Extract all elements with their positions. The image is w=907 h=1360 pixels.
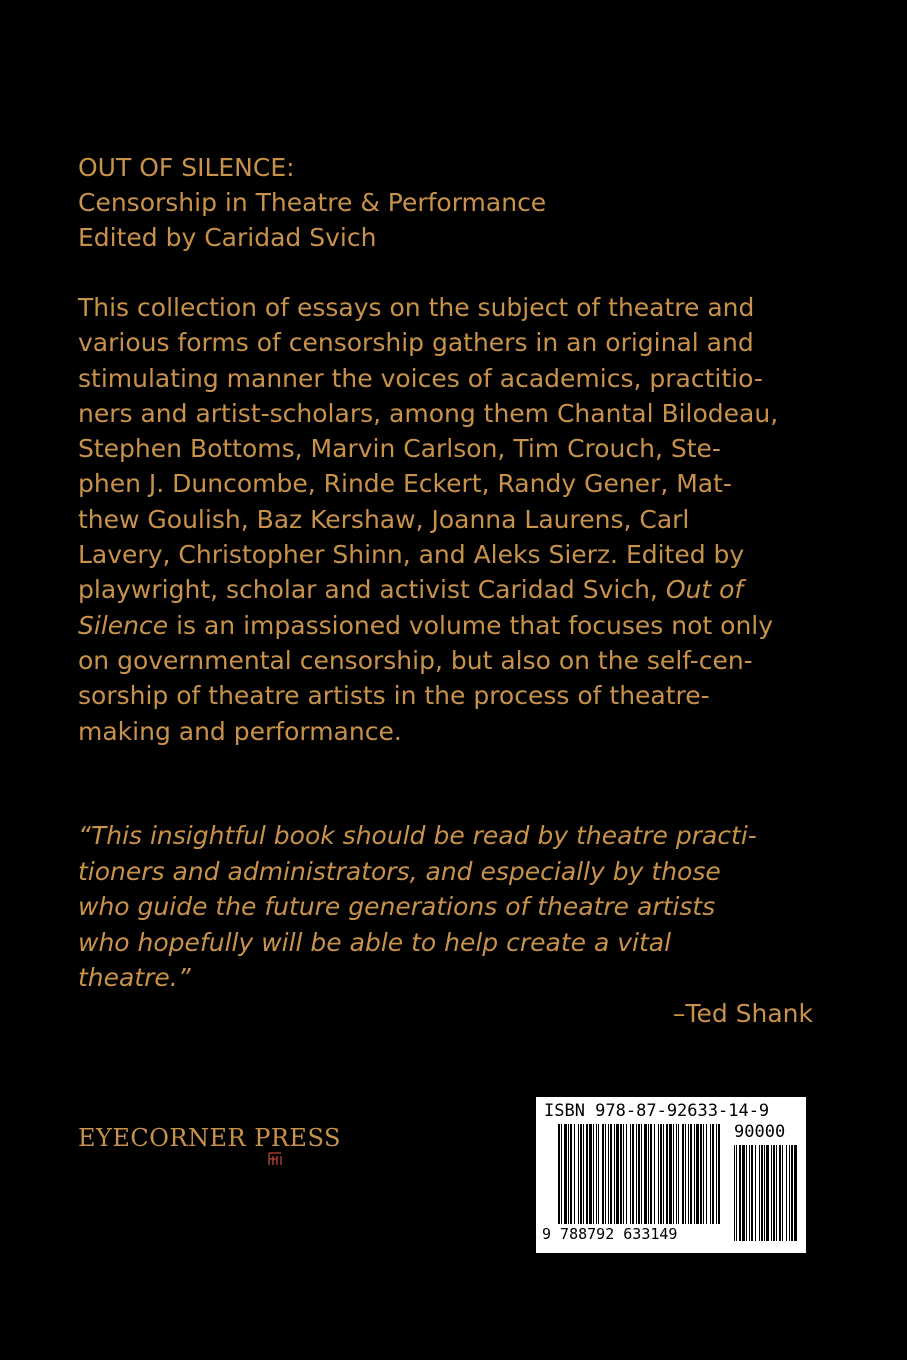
quote-line: “This insightful book should be read by theatre practi- [78,821,757,850]
barcode-bar [614,1124,615,1224]
barcode-bar [694,1124,695,1224]
barcode-bar [578,1124,579,1224]
barcode-bar [626,1124,627,1224]
quote-line: tioners and administrators, and especially by those [78,856,721,886]
barcode-bar [632,1124,634,1224]
barcode-bar [688,1124,689,1224]
barcode-bar [663,1124,664,1224]
barcode-bar [685,1124,686,1224]
barcode-bar [570,1124,572,1224]
book-title: OUT OF SILENCE: [78,153,295,182]
barcode-addon-bar [739,1145,741,1241]
barcode-addon-bar [771,1145,772,1241]
blurb-line: on governmental censorship, but also on the self-cen- [78,645,753,675]
blurb-line: stimulating manner the voices of academics, practitio- [78,363,763,393]
blurb-line: This collection of essays on the subject of theatre and [78,293,755,322]
barcode-bar [636,1124,637,1224]
blurb-line: thew Goulish, Baz Kershaw, Joanna Laurens, Carl [78,504,690,534]
isbn-label: ISBN 978-87-92633-14-9 [544,1101,770,1121]
barcode-bar [648,1124,649,1224]
barcode-bar [608,1124,609,1224]
book-subtitle: Censorship in Theatre & Performance [78,188,547,217]
publisher-name: EYECORNER PRESS [78,1124,341,1152]
barcode-addon-bar [761,1145,763,1241]
review-quote [78,818,826,996]
barcode-bar [605,1124,606,1224]
barcode-bar [669,1124,672,1224]
book-title-italic: Silence [78,610,169,640]
barcode-bar [700,1124,702,1224]
barcode-bar [660,1124,662,1224]
barcode-addon-bar [736,1145,737,1241]
barcode-addon-bar [749,1145,750,1241]
blurb-line: Lavery, Christopher Shinn, and Aleks Sierz. Edited by [78,540,745,570]
blurb [78,290,826,749]
barcode-addon-bar [789,1145,790,1241]
barcode-bar [641,1124,642,1224]
publisher-logo-icon [268,1152,282,1166]
barcode-bar [616,1124,619,1224]
barcode [536,1097,806,1253]
barcode-bar [589,1124,592,1224]
barcode-bar [673,1124,674,1224]
barcode-bar [568,1124,569,1224]
barcode-bar [650,1124,652,1224]
barcode-addon-bar [794,1145,797,1241]
barcode-addon-bar [773,1145,775,1241]
blurb-line: phen J. Duncombe, Rinde Eckert, Randy Gener, Mat- [78,469,732,499]
barcode-addon-bar [742,1145,745,1241]
quote-attribution: –Ted Shank [672,999,813,1028]
barcode-addon-bar [755,1145,756,1241]
ean-number: 9 788792 633149 [542,1225,678,1243]
blurb-line [78,608,826,643]
barcode-addon-bar [779,1145,781,1241]
barcode-addon-bar [776,1145,777,1241]
barcode-bar [630,1124,631,1224]
barcode-addon-bar [786,1145,787,1241]
barcode-addon-bar [751,1145,753,1241]
barcode-addon-bar [764,1145,765,1241]
barcode-bar [716,1124,717,1224]
quote-line: who hopefully will be able to help create a vital [78,927,672,957]
blurb-line: making and performance. [78,716,402,746]
barcode-bar [682,1124,684,1224]
barcode-addon-number: 90000 [734,1122,786,1142]
barcode-bar [558,1124,560,1224]
barcode-addon-bar [791,1145,793,1241]
quote-line: who guide the future generations of theatre artists [78,892,716,921]
barcode-bar [654,1124,655,1224]
blurb-line: sorship of theatre artists in the process of theatre- [78,681,710,711]
book-title-italic: Out of [665,575,744,605]
barcode-bar [610,1124,612,1224]
barcode-addon-bar [746,1145,747,1241]
blurb-line: various forms of censorship gathers in an original and [78,328,754,358]
barcode-bar [593,1124,594,1224]
barcode-bar [690,1124,692,1224]
barcode-bar [710,1124,711,1224]
quote-line: theatre.” [78,963,191,992]
barcode-addon-bar [766,1145,769,1241]
barcode-bar [696,1124,699,1224]
barcode-bar [580,1124,582,1224]
title-block [78,150,838,255]
barcode-bar [583,1124,584,1224]
barcode-bar [718,1124,720,1224]
barcode-bar [620,1124,622,1224]
barcode-bar [602,1124,604,1224]
barcode-bar [644,1124,647,1224]
barcode-addon-bar [734,1145,735,1241]
barcode-addon-bar [759,1145,760,1241]
barcode-bar [598,1124,599,1224]
book-editor: Edited by Caridad Svich [78,223,377,252]
barcode-bar [676,1124,677,1224]
barcode-bar [564,1124,567,1224]
barcode-bar [666,1124,668,1224]
barcode-bar [596,1124,597,1224]
barcode-bar [623,1124,624,1224]
blurb-line-text: playwright, scholar and activist Caridad Svich, [78,575,666,605]
blurb-line [78,572,826,607]
blurb-line-text: is an impassioned volume that focuses not only [168,610,774,640]
barcode-bar [658,1124,659,1224]
barcode-bar [586,1124,588,1224]
barcode-bar [638,1124,640,1224]
barcode-bar [574,1124,575,1224]
blurb-line: ners and artist-scholars, among them Chantal Bilodeau, [78,398,779,428]
barcode-bar [561,1124,562,1224]
barcode-bar [678,1124,679,1224]
barcode-bar [706,1124,707,1224]
barcode-addon-bar [782,1145,783,1241]
barcode-bar [703,1124,704,1224]
blurb-line: Stephen Bottoms, Marvin Carlson, Tim Crouch, Ste- [78,434,721,464]
barcode-bar [712,1124,714,1224]
